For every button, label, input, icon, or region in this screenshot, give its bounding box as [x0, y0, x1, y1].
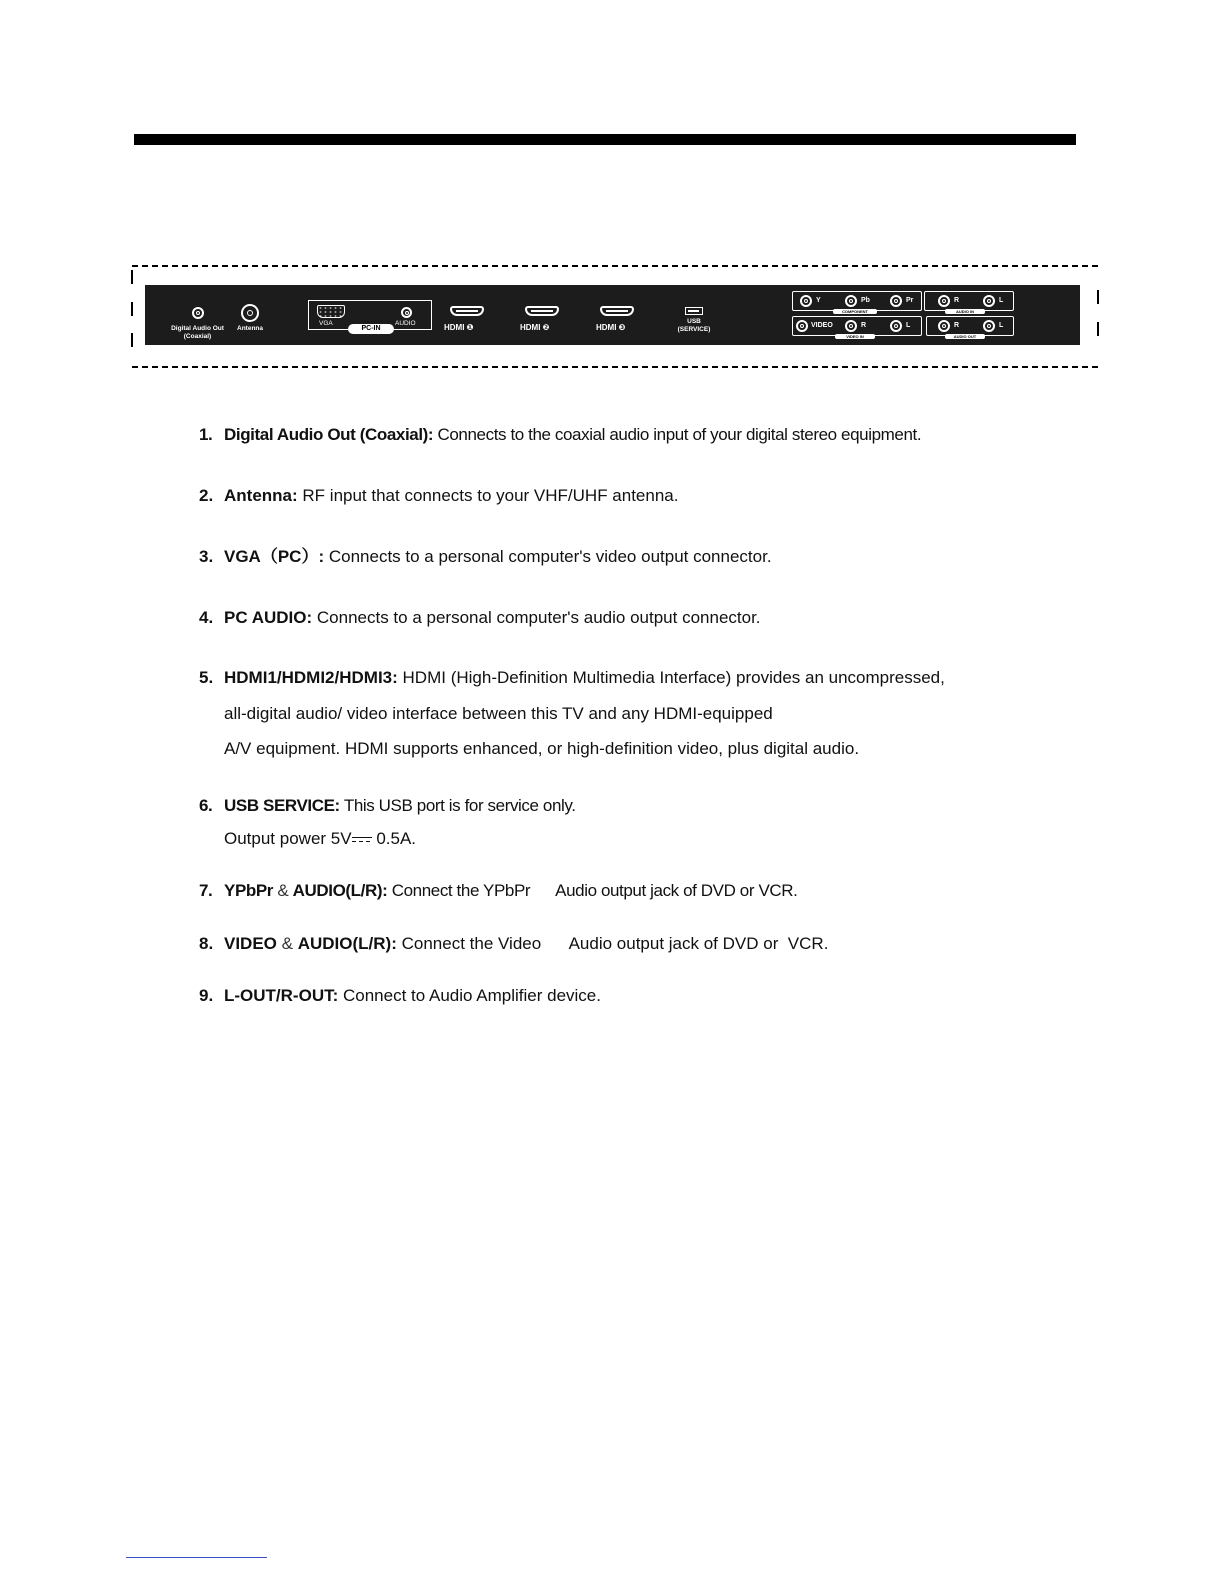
antenna-label: Antenna [237, 325, 263, 332]
frame-tick [131, 270, 133, 284]
usb-label: USB (SERVICE) [677, 318, 711, 333]
tv-rear-panel [145, 285, 1080, 345]
audio-out-r-jack-icon [938, 320, 950, 332]
component-pr-label: Pr [906, 297, 914, 304]
item-term: Digital Audio Out (Coaxial): [224, 425, 434, 444]
ampersand: & [277, 881, 289, 900]
item-desc-continued: Output power 5V 0.5A. [224, 829, 417, 848]
item-desc: This USB port is for service only. [343, 796, 576, 815]
frame-tick [1097, 322, 1099, 336]
header-rule [134, 134, 1076, 145]
frame-tick [131, 333, 133, 347]
audio-out-l-jack-icon [983, 320, 995, 332]
usb-port-icon [685, 307, 703, 315]
hdmi1-port-icon [450, 306, 484, 316]
hdmi2-label: HDMI ❷ [520, 323, 550, 332]
digital-audio-out-label: Digital Audio Out (Coaxial) [171, 325, 224, 340]
item-term: HDMI1/HDMI2/HDMI3: [224, 668, 398, 687]
list-item: 6. USB SERVICE: This USB port is for service only. [199, 796, 576, 815]
video-in-tag: VIDEO IN [835, 334, 875, 339]
item-desc: Connects to a personal computer's audio output connector. [316, 608, 761, 627]
dc-symbol-icon [352, 835, 372, 845]
ampersand: & [281, 934, 293, 953]
item-desc: Connect to Audio Amplifier device. [343, 986, 601, 1005]
item-desc: HDMI (High-Definition Multimedia Interface) provides an uncompressed, [402, 668, 945, 687]
component-y-label: Y [816, 297, 821, 304]
audio-in-r-jack-icon [938, 295, 950, 307]
audio-out-r-label: R [954, 322, 960, 329]
list-item: 2. Antenna: RF input that connects to your VHF/UHF antenna. [199, 486, 679, 505]
pc-in-tag: PC-IN [348, 324, 394, 334]
item-term: L-OUT/R-OUT: [224, 986, 339, 1005]
item-term: Antenna: [224, 486, 298, 505]
vga-label: VGA [319, 320, 333, 327]
footer-rule [126, 1557, 267, 1558]
video-l-jack-icon [890, 320, 902, 332]
audio-in-l-jack-icon [983, 295, 995, 307]
audio-in-tag: AUDIO IN [945, 309, 985, 314]
list-item: 3. VGA（PC）: Connects to a personal computer's video output connector. [199, 547, 772, 566]
component-tag: COMPONENT [833, 309, 877, 314]
audio-out-l-label: L [999, 322, 1004, 329]
video-r-label: R [861, 322, 867, 329]
list-item: 5. HDMI1/HDMI2/HDMI3: HDMI (High-Definition Multimedia Interface) provides an uncompressed, [199, 668, 945, 687]
coaxial-jack-icon [192, 307, 204, 319]
item-desc: Connect the Video Audio output jack of DVD or VCR. [401, 934, 829, 953]
list-item: 8. VIDEO & AUDIO(L/R): Connect the Video Audio output jack of DVD or VCR. [199, 934, 829, 953]
item-desc-continued: A/V equipment. HDMI supports enhanced, or high-definition video, plus digital audio. [224, 739, 860, 758]
hdmi1-label: HDMI ❶ [444, 323, 474, 332]
item-desc: Connect the YPbPr Audio output jack of DVD or VCR. [391, 881, 798, 900]
frame-tick [1097, 290, 1099, 304]
pc-audio-label: AUDIO [395, 320, 416, 327]
list-item: 4. PC AUDIO: Connects to a personal computer's audio output connector. [199, 608, 761, 627]
audio-in-r-label: R [954, 297, 960, 304]
item-term: PC AUDIO: [224, 608, 313, 627]
video-r-jack-icon [845, 320, 857, 332]
component-pb-jack-icon [845, 295, 857, 307]
component-y-jack-icon [800, 295, 812, 307]
audio-in-l-label: L [999, 297, 1004, 304]
video-l-label: L [906, 322, 911, 329]
item-term: USB SERVICE: [224, 796, 340, 815]
video-jack-icon [796, 320, 808, 332]
component-pb-label: Pb [861, 297, 870, 304]
frame-tick [131, 302, 133, 316]
list-item: 1. Digital Audio Out (Coaxial): Connects to the coaxial audio input of your digital stereo equipment. [199, 425, 922, 444]
item-desc: RF input that connects to your VHF/UHF antenna. [302, 486, 679, 505]
hdmi3-port-icon [600, 306, 634, 316]
pc-audio-jack-icon [401, 307, 412, 318]
list-item: 7. YPbPr & AUDIO(L/R): Connect the YPbPr Audio output jack of DVD or VCR. [199, 881, 798, 900]
list-item: 9. L-OUT/R-OUT: Connect to Audio Amplifier device. [199, 986, 601, 1005]
item-term: VGA（PC）: [224, 547, 325, 566]
item-desc: Connects to a personal computer's video output connector. [328, 547, 772, 566]
video-label: VIDEO [811, 322, 833, 329]
audio-out-tag: AUDIO OUT [945, 334, 985, 339]
item-desc-continued: all-digital audio/ video interface between this TV and any HDMI-equipped [224, 704, 773, 723]
antenna-jack-icon [241, 304, 259, 322]
vga-port-icon [317, 305, 345, 318]
hdmi2-port-icon [525, 306, 559, 316]
hdmi3-label: HDMI ❸ [596, 323, 626, 332]
component-pr-jack-icon [890, 295, 902, 307]
item-desc: Connects to the coaxial audio input of your digital stereo equipment. [437, 425, 922, 444]
